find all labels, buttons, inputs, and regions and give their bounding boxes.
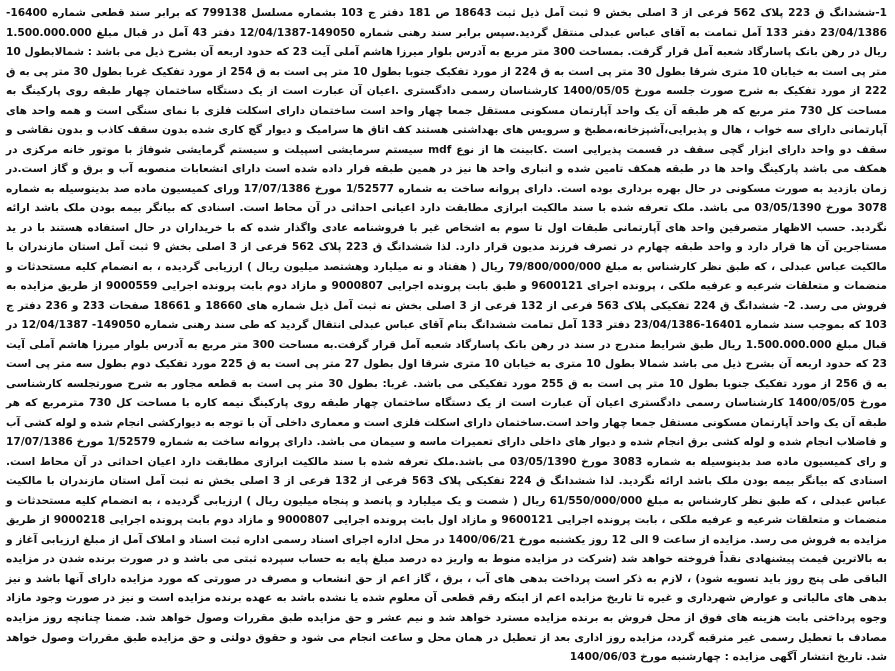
auction-notice-text: 1-ششدانگ ق 223 پلاک 562 فرعی از 3 اصلی بخش 9 ثبت آمل ذیل ثبت 18643 ص 181 دفتر ج 103 بشماره مسلسل 799138 که برابر سند قطعی شماره 16400-23/04/1386 دفتر 133 آمل تمامت به آقای عباس عبدلی منتقل گردید.سپس برابر سند رهنی شماره 149050-12/04/1387 دفتر 43 آمل در قبال مبلغ 1.500.000.000 ریال در رهن بانک پاسارگاد شعبه آمل قرار گرفت. بمساحت 300 متر مربع به آدرس بلوار میرزا هاشم آملی آیت 23 که حدود اربعه آن بشرح ذیل می باشد : شمالابطول 10 متر پی است به خیابان 10 متری شرقا بطول 30 متر پی است به ق 224 از مورد تفکیک جنوبا بطول 10 متر پی است به ق 254 از مورد تفکیک غربا بطول 30 متر پی به ق 222 از مورد تفکیک به شرح صورت جلسه مورخ 1400/05/05 کارشناسان رسمی دادگستری .اعیان آن عبارت است از یک دستگاه ساختمان چهار طبقه روی پارکینگ به مساحت کل 730 متر مربع که هر طبقه آن یک واحد آپارتمان مسکونی مستقل جمعا چهار واحد است ساختمان دارای اسکلت فلزی با نمای سنگی است و همه واحد های آپارتمانی دارای سه خواب ، هال و پذیرایی،آشپزخانه،مطبخ و سرویس های بهداشتی هستند کف اتاق ها سرامیک و دیوار گچ کاری شده بدون سقف کاذب و بدون نقاشی و سقف دو واحد دارای ابزار گچی سقف در قسمت پذیرایی است .کابینت ها از نوع mdf سیستم سرمایشی اسپیلت و سیستم گرمایشی شوفاژ با موتور خانه مرکزی در همکف می باشد پارکینگ واحد ها در طبقه همکف تامین شده و انباری واحد ها نیز در همین طبقه قرار داده شده است دارای انشعابات منصوبه آب و برق و گاز است.در زمان بازدید به صورت مسکونی در حال بهره برداری بوده است. دارای پروانه ساخت به شماره 1/52577 مورخ 17/07/1386 ورای کمیسیون ماده صد بدینوسیله به شماره 3078 مورخ 03/05/1390 می باشد. ملک تعرفه شده با سند مالکیت ابرازی مطابقت دارد اعیانی احداثی در آن محاط است. اسنادی که بیانگر بیمه بودن ملک باشد ارائه نگردید. حسب الاظهار متصرفین واحد های آپارتمانی طبقات اول تا سوم به اشخاص غیر با فروشنامه عادی واگذار شده که با خریداران در حال استفاده هستند با در ید مستاجرین آن ها قرار دارد و واحد طبقه چهارم در تصرف فرزند مدیون قرار دارد. لذا ششدانگ ق 223 پلاک 562 فرعی از 3 اصلی بخش 9 ثبت آمل استان مازندران با مالکیت عباس عبدلی ، که طبق نظر کارشناس به مبلغ 79/800/000/000 ریال ( هفتاد و نه میلیارد وهشتصد میلیون ریال ) ارزیابی گردیده ، به انضمام کلیه مستحدثات و منضمات و متعلقات شرعیه و عرفیه ملکی ، پرونده اجرای 9600121 و طبق بابت پرونده اجرایی 9000807 و مازاد دوم بابت پرونده اجرایی 9000559 از طریق مزایده به فروش می رسد. 2- ششدانگ ق 224 تفکیکی پلاک 563 فرعی از 132 فرعی از 3 اصلی بخش نه ثبت آمل ذیل شماره های 18660 و 18661 صفحات 233 و 236 دفتر ج 103 که بموجب سند شماره 16401-23/04/1386 دفتر 133 آمل تمامت ششدانگ بنام آقای عباس عبدلی انتقال گردید که طی سند رهنی شماره 149050- 12/04/1387 در قبال مبلغ 1.500.000.000 ریال طبق شرایط مندرج در سند در رهن بانک پاسارگاد شعبه آمل قرار گرفت.به مساحت 300 متر مربع به آدرس بلوار میرزا هاشم آملی آیت 23 که حدود اربعه آن بشرح ذیل می باشد شمالا بطول 10 متری به خیابان 10 متری شرقا اول بطول 27 متر پی است به ق 225 مورد تفکیک دوم بطول سه متر پی است به ق 256 از مورد تفکیک جنوبا بطول 10 متر پی است به ق 255 مورد تفکیکی می باشد. غربا: بطول 30 متر پی است به قطعه مجاور به شرح صورتجلسه کارشناسی مورخ 1400/05/05 کارشناسان رسمی دادگستری اعیان آن عبارت است از یک دستگاه ساختمان چهار طبقه روی پارکینگ نیمه کاره با مساحت کل 730 مترمربع که هر طبقه آن یک واحد آپارتمان مسکونی مستقل جمعا چهار واحد است.ساختمان دارای اسکلت فلزی است و معماری داخلی آن با توجه به دیوارکشی انجام شده و لوله کشی آب و فاضلاب انجام شده و لوله کشی برق انجام شده و دیوار های داخلی دارای تعمیرات ماسه و سیمان می باشد. دارای پروانه ساخت به شماره 1/52579 مورخ 17/07/1386 و رای کمیسیون ماده صد بدینوسیله به شماره 3083 مورخ 03/05/1390 می باشد.ملک تعرفه شده با سند مالکیت ابرازی مطابقت دارد اعیان احداثی در آن محاط است. اسنادی که بیانگر بیمه بودن ملک باشد ارائه نگردید. لذا ششدانگ ق 224 تفکیکی پلاک 563 فرعی از 132 فرعی از 3 اصلی بخش نه ثبت آمل استان مازندران با مالکیت عباس عبدلی ، که طبق نظر کارشناس به مبلغ 61/550/000/000 ریال ( شصت و یک میلیارد و پانصد و پنجاه میلیون ریال ) ارزیابی گردیده ، به انضمام کلیه مستحدثات و منضمات و متعلقات شرعیه و عرفیه ملکی ، بابت پرونده اجرایی 9600121 و مازاد اول بابت پرونده اجرایی 9000807 و مازاد دوم بابت پرونده اجرایی 9000218 از طریق مزایده به فروش می رسد. مزایده از ساعت 9 الی 12 روز یکشنبه مورخ 1400/06/21 در محل اداره اجرای اسناد رسمی اداره ثبت اسناد و املاک آمل از مبلغ ارزیابی آغاز و به بالاترین قیمت پیشنهادی نقداً فروخته خواهد شد (شرکت در مزایده منوط به واریز ده درصد مبلغ پایه به حساب سپرده ثبتی می باشد و در صورت برنده شدن در مزایده الباقی طی پنج روز باید تسویه شود) ، لازم به ذکر است پرداخت بدهی های آب ، برق ، گاز اعم از حق انشعاب و مصرف در صورتی که مورد مزایده دارای آنها باشد و نیز بدهی های مالیاتی و عوارض شهرداری و غیره تا تاریخ مزایده اعم از اینکه رقم قطعی آن معلوم شده یا نشده باشد به عهده برنده مزایده است و نیز در صورت وجود مازاد وجوه پرداختی بابت هزینه های فوق از محل فروش به برنده مزایده مسترد خواهد شد و نیم عشر و حق مزایده طبق مقررات وصول خواهد شد. ضمنا چنانچه روز مزایده مصادف با تعطیل رسمی غیر مترقبه گردد، مزایده روز اداری بعد از تعطیل در همان محل و ساعت انجام می شود و حقوق دولتی و حق مزایده طبق مقررات وصول خواهد شد. تاریخ انتشار آگهی مزایده : چهارشنبه مورخ 1400/06/03 [6, 7, 888, 664]
